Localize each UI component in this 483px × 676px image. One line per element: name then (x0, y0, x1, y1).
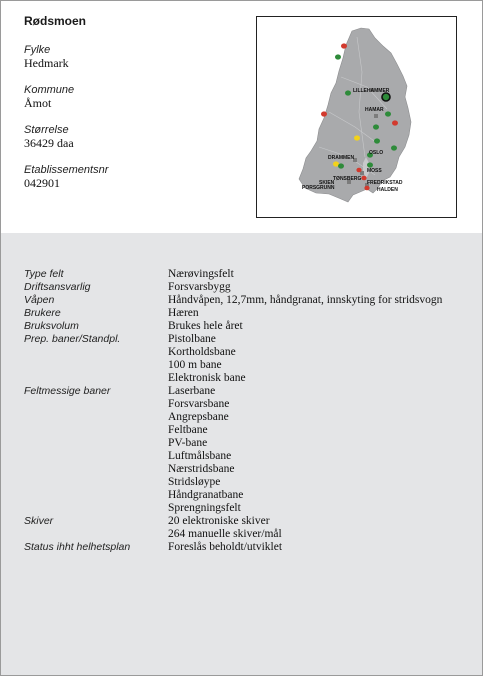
field-value: Hedmark (24, 56, 69, 70)
row-values (168, 268, 464, 281)
row-values (168, 385, 464, 515)
row-value: PV-bane (168, 437, 208, 449)
marker-highlight (382, 93, 390, 101)
row-key: Brukere (24, 307, 61, 319)
marker-green (373, 124, 379, 129)
details-table (24, 268, 464, 554)
marker-green (385, 111, 391, 116)
table-row (24, 541, 464, 554)
row-value: Håndvåpen, 12,7mm, håndgranat, innskyting for stridsvogn (168, 294, 443, 306)
row-value: Angrepsbane (168, 411, 229, 423)
field-label: Etablissementsnr (24, 164, 109, 176)
row-value: Stridsløype (168, 476, 221, 488)
row-value: Forsvarsbane (168, 398, 230, 410)
city-label: SKIEN (319, 180, 335, 186)
field-etablissementsnr (24, 164, 108, 190)
row-value: Nærstridsbane (168, 463, 235, 475)
field-label: Størrelse (24, 124, 69, 136)
table-row (24, 385, 464, 515)
row-value: Nærøvingsfelt (168, 268, 234, 280)
table-row (24, 281, 464, 294)
marker-red (356, 168, 361, 173)
field-value: Åmot (24, 96, 52, 110)
row-value: Elektronisk bane (168, 372, 246, 384)
row-key: Våpen (24, 294, 55, 306)
city-label: FREDRIKSTAD (367, 180, 403, 186)
page-title: Rødsmoen (24, 14, 87, 28)
row-value: Hæren (168, 307, 199, 319)
marker-green (391, 145, 397, 150)
city-label: MOSS (367, 168, 382, 174)
marker-red (321, 111, 327, 116)
field-fylke (24, 44, 69, 70)
field-label: Kommune (24, 84, 75, 96)
marker-yellow (354, 135, 360, 140)
row-value: Foreslås beholdt/utviklet (168, 541, 283, 553)
field-value: 042901 (24, 176, 60, 190)
row-key: Driftsansvarlig (24, 281, 91, 293)
row-value: 264 manuelle skiver/mål (168, 528, 282, 540)
row-values (168, 515, 464, 541)
row-value: Pistolbane (168, 333, 216, 345)
table-row (24, 294, 464, 307)
row-values (168, 333, 464, 385)
row-values (168, 281, 464, 294)
table-row (24, 307, 464, 320)
table-row (24, 268, 464, 281)
marker-green (335, 54, 341, 59)
row-key: Skiver (24, 515, 54, 527)
table-row (24, 333, 464, 385)
row-value: 20 elektroniske skiver (168, 515, 270, 527)
city-label: DRAMMEN (328, 155, 355, 161)
row-key: Feltmessige baner (24, 385, 111, 397)
city-label: HAMAR (365, 107, 384, 113)
row-values (168, 320, 464, 333)
location-map (256, 16, 457, 218)
row-value: Laserbane (168, 385, 216, 397)
row-key: Type felt (24, 268, 64, 280)
row-value: Luftmålsbane (168, 450, 232, 462)
row-key: Prep. baner/Standpl. (24, 333, 121, 345)
row-values (168, 294, 464, 307)
field-value: 36429 daa (24, 136, 74, 150)
row-values (168, 307, 464, 320)
row-value: Sprengningsfelt (168, 502, 241, 514)
row-value: 100 m bane (168, 359, 222, 371)
row-value: Feltbane (168, 424, 208, 436)
city-label: HALDEN (377, 187, 398, 193)
row-key: Status ihht helhetsplan (24, 541, 131, 553)
row-value: Kortholdsbane (168, 346, 236, 358)
city-label: PORSGRUNN (302, 185, 335, 191)
city-label: LILLEHAMMER (353, 88, 390, 94)
marker-square (374, 114, 378, 118)
marker-green (367, 162, 373, 167)
marker-red (364, 186, 369, 191)
city-label: OSLO (369, 150, 384, 156)
row-value: Forsvarsbygg (168, 281, 231, 293)
marker-red (361, 176, 366, 181)
marker-green (338, 163, 344, 168)
city-label: TØNSBERG (333, 176, 362, 182)
marker-red (392, 120, 398, 125)
table-row (24, 320, 464, 333)
field-label: Fylke (24, 44, 51, 56)
field-storrelse (24, 124, 74, 150)
row-key: Bruksvolum (24, 320, 79, 332)
marker-green (374, 138, 380, 143)
table-row (24, 515, 464, 541)
row-values (168, 541, 464, 554)
marker-green (345, 90, 351, 95)
field-kommune (24, 84, 74, 110)
row-value: Håndgranatbane (168, 489, 244, 501)
marker-red (341, 43, 347, 48)
row-value: Brukes hele året (168, 320, 243, 332)
